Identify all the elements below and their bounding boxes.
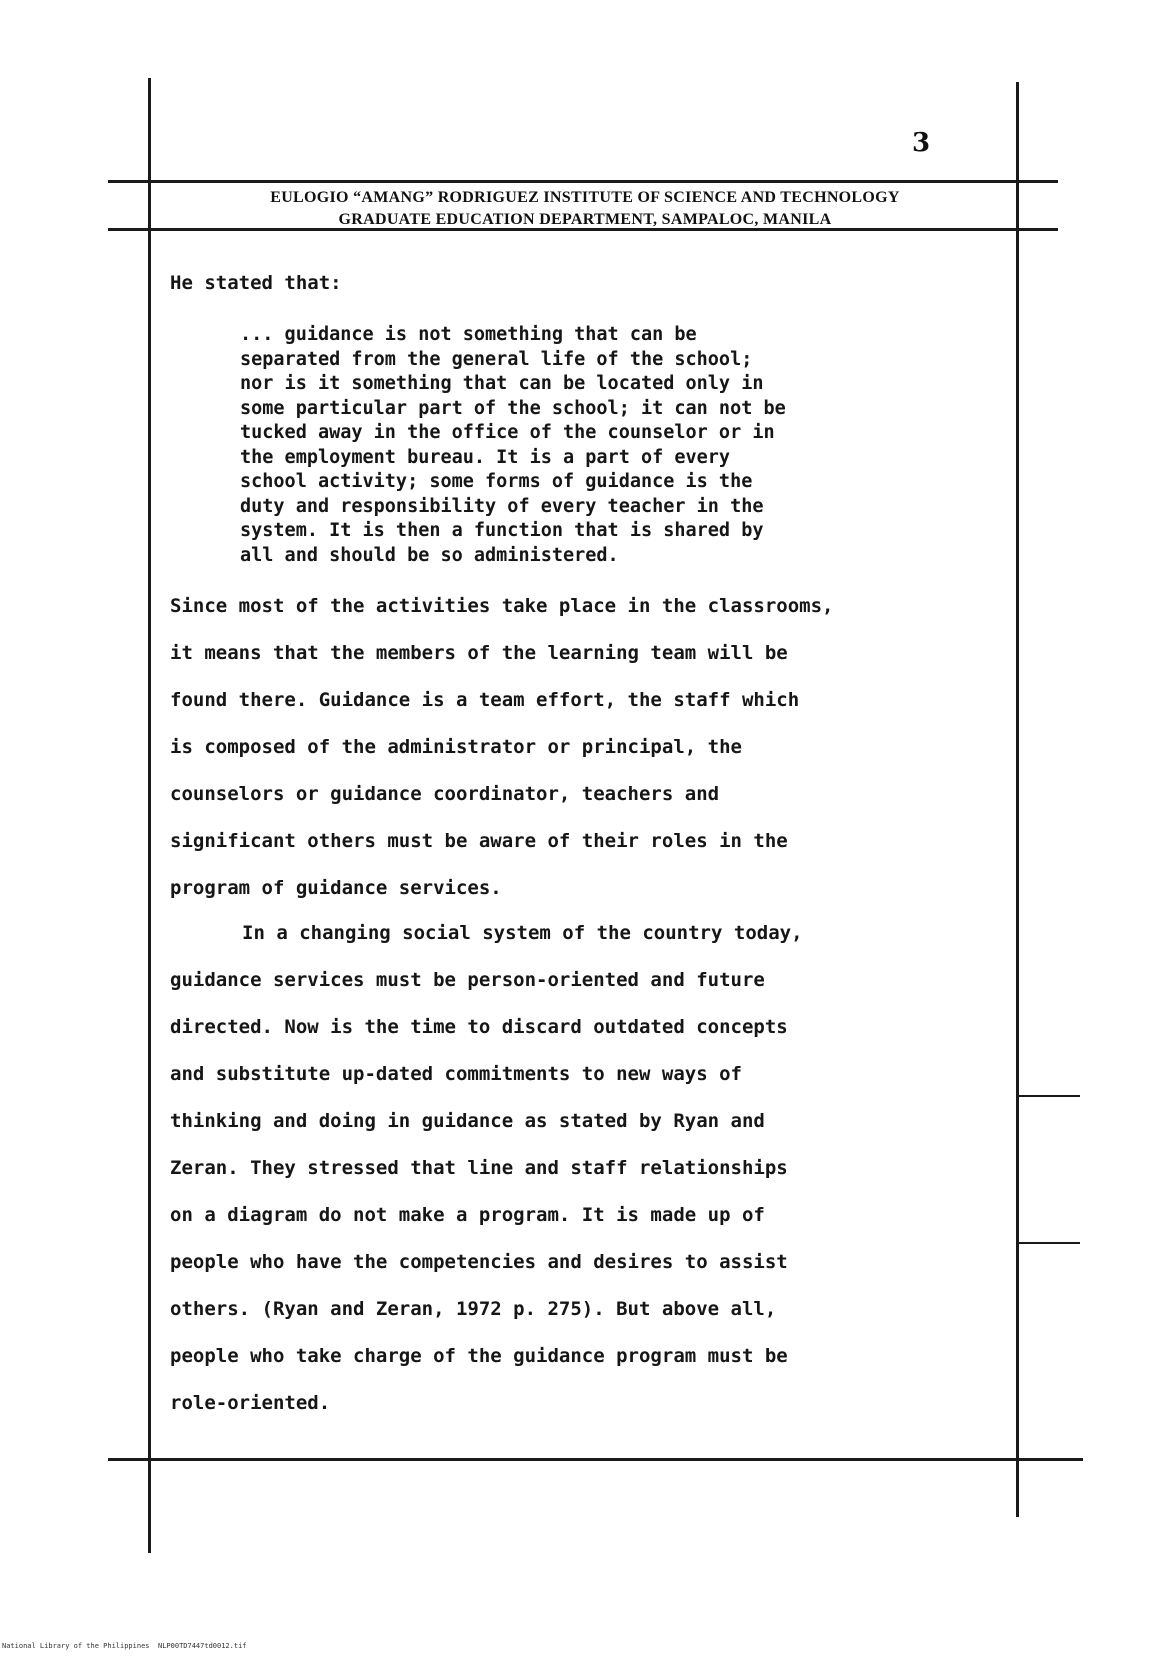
quote-line: the employment bureau. It is a part of every <box>240 446 731 468</box>
page-number: 3 <box>912 128 931 158</box>
paragraph-line: In a changing social system of the country today, <box>242 922 803 944</box>
scan-filename: NLP00TD7447td0012.tif <box>158 1642 247 1650</box>
paragraph-line: and substitute up-dated commitments to new ways of <box>170 1063 742 1085</box>
footer-rule <box>108 1458 1083 1461</box>
quote-line: school activity; some forms of guidance is the <box>240 471 753 492</box>
header-top-rule <box>108 180 1058 183</box>
quote-line: tucked away in the office of the counselor or in <box>240 422 775 443</box>
left-margin-rule <box>148 78 151 1553</box>
paragraph-line: Since most of the activities take place in the classrooms, <box>170 595 834 617</box>
paragraph-line: people who have the competencies and desires to assist <box>170 1251 788 1273</box>
intro-sentence: He stated that: <box>170 272 342 294</box>
paragraph-line: thinking and doing in guidance as stated by Ryan and <box>170 1110 765 1132</box>
quote-line: ... guidance is not something that can be <box>240 324 697 345</box>
quote-line: system. It is then a function that is shared by <box>240 520 764 541</box>
header-line-1: EULOGIO “AMANG” RODRIGUEZ INSTITUTE OF SCIENCE AND TECHNOLOGY <box>270 189 900 206</box>
paragraph-line: on a diagram do not make a program. It is made up of <box>170 1204 765 1226</box>
right-margin-tick-2 <box>1018 1242 1080 1244</box>
quote-line: nor is it something that can be located only in <box>240 373 764 394</box>
paragraph-line: guidance services must be person-oriented and future <box>170 969 765 991</box>
library-credit: National Library of the Philippines <box>2 1642 150 1650</box>
paragraph-line: program of guidance services. <box>170 877 502 899</box>
paragraph-line: counselors or guidance coordinator, teachers and <box>170 783 720 805</box>
quote-line: some particular part of the school; it can not be <box>240 397 786 419</box>
quote-line: all and should be so administered. <box>240 544 619 566</box>
paragraph-line: people who take charge of the guidance program must be <box>170 1345 788 1367</box>
paragraph-line: it means that the members of the learning team will be <box>170 642 788 664</box>
paragraph-line: is composed of the administrator or principal, the <box>170 736 742 758</box>
paragraph-line: Zeran. They stressed that line and staff relationships <box>170 1157 788 1179</box>
paragraph-line: role-oriented. <box>170 1392 331 1414</box>
right-margin-tick-1 <box>1018 1095 1080 1097</box>
block-quote <box>240 323 786 568</box>
paragraph-1 <box>170 583 833 912</box>
quote-line: duty and responsibility of every teacher in the <box>240 495 764 517</box>
paragraph-2 <box>170 910 803 1427</box>
quote-line: separated from the general life of the school; <box>240 348 753 370</box>
right-margin-rule <box>1016 82 1019 1517</box>
paragraph-line: found there. Guidance is a team effort, the staff which <box>170 689 800 711</box>
header-line-2: GRADUATE EDUCATION DEPARTMENT, SAMPALOC, MANILA <box>338 211 832 228</box>
paragraph-line: others. (Ryan and Zeran, 1972 p. 275). But above all, <box>170 1298 777 1320</box>
paragraph-line: significant others must be aware of their roles in the <box>170 830 788 852</box>
paragraph-line: directed. Now is the time to discard outdated concepts <box>170 1016 788 1038</box>
institution-header <box>156 187 1014 231</box>
